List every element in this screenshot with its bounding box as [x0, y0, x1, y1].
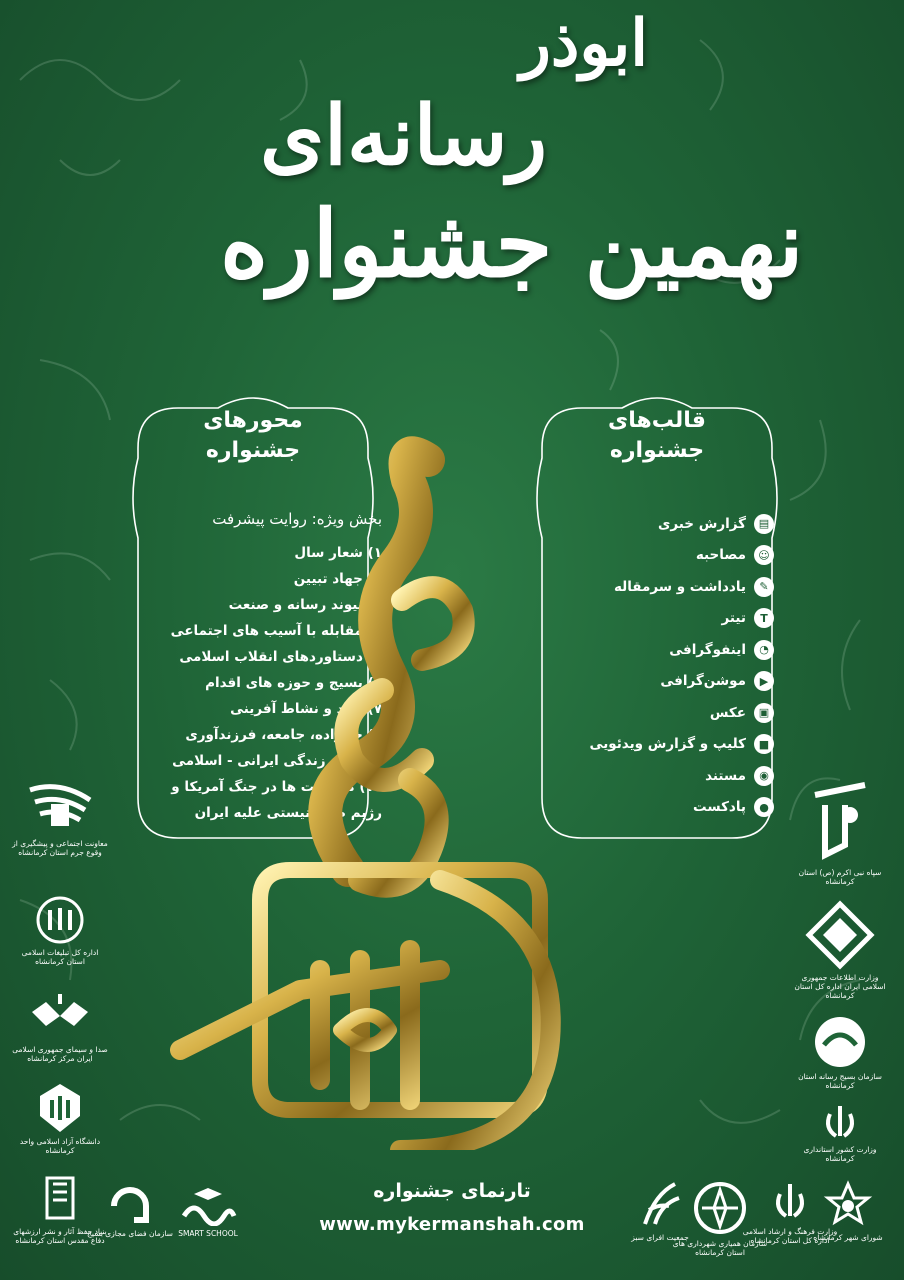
logo-caption: سپاه نبی اکرم (ص) استان کرمانشاه — [798, 868, 882, 886]
axis-item: ۹) سبک زندگی ایرانی - اسلامی — [172, 753, 382, 769]
format-label: مستند — [705, 767, 746, 784]
municipal-emblem-icon — [692, 1180, 748, 1236]
logo-caption: سازمان بسیج رسانه استان کرمانشاه — [798, 1072, 882, 1090]
university-emblem-icon — [35, 1082, 85, 1134]
logo-caption: وزارت فرهنگ و ارشاد اسلامی اداره کل استان کرمانشاه — [742, 1227, 838, 1245]
logo-caption: بنیاد حفظ آثار و نشر ارزشهای دفاع مقدس استان کرمانشاه — [13, 1227, 107, 1245]
logo-caption: سازمان فضای مجازی بسیج — [87, 1229, 173, 1238]
logo-city-council — [808, 1180, 888, 1242]
logo-caption: شورای شهر کرمانشاه — [813, 1233, 883, 1242]
axis-item: ۶) بسیج و حوزه های اقدام — [205, 675, 382, 691]
format-label: موشن‌گرافی — [660, 673, 746, 690]
title-line-abuzar: ابوذر — [520, 6, 649, 81]
cyberspace-emblem-icon — [106, 1186, 154, 1226]
logo-smart-school — [160, 1186, 256, 1238]
documentary-icon: ◉ — [754, 766, 774, 786]
format-label: عکس — [709, 704, 746, 721]
logo-caption: سازمان همیاری شهرداری های استان کرمانشاه — [672, 1239, 768, 1257]
axis-item: ۵) دستاوردهای انقلاب اسلامی — [179, 649, 382, 665]
logo-caption: وزارت کشور استانداری کرمانشاه — [803, 1145, 877, 1163]
website-url[interactable]: www.mykermanshah.com — [319, 1214, 585, 1235]
council-emblem-icon — [823, 1180, 873, 1230]
wings-emblem-icon — [25, 780, 95, 836]
axis-item: ۴) مقابله با آسیب های اجتماعی — [170, 623, 382, 639]
axis-item: ۷) امید و نشاط آفرینی — [230, 701, 382, 717]
format-label: اینفوگرافی — [669, 641, 746, 658]
infographic-icon: ◔ — [754, 640, 774, 660]
format-label: پادکست — [693, 799, 746, 816]
interview-icon: ☺ — [754, 545, 774, 565]
note-icon: ✎ — [754, 577, 774, 597]
title-line-media: رسانه‌ای — [260, 88, 548, 184]
festival-emblem — [170, 430, 610, 1154]
axes-heading-line2: جشنواره — [205, 438, 301, 463]
logo-caption: اداره کل تبلیغات اسلامی استان کرمانشاه — [21, 948, 99, 966]
logo-caption: SMART SCHOOL — [178, 1229, 238, 1238]
special-section-label: بخش ویژه: روایت پیشرفت — [212, 510, 382, 528]
logo-caption: معاونت اجتماعی و پیشگیری از وقوع جرم استان کرمانشاه — [12, 839, 108, 857]
logo-media-basij — [792, 1015, 888, 1090]
monument-emblem-icon — [35, 1172, 85, 1224]
news-icon: ▤ — [754, 514, 774, 534]
format-label: یادداشت و سرمقاله — [613, 578, 746, 595]
logo-caption: صدا و سیمای جمهوری اسلامی ایران مرکز کرمانشاه — [12, 1045, 108, 1063]
logo-azad-university — [12, 1082, 108, 1155]
culture-emblem-icon — [770, 1180, 810, 1224]
axis-item: ۳) پیوند رسانه و صنعت — [228, 597, 382, 613]
iran-emblem-icon — [820, 1102, 860, 1142]
video-icon: ■ — [754, 734, 774, 754]
logo-interior-ministry — [792, 1102, 888, 1163]
format-label: تیتر — [721, 610, 746, 627]
formats-heading-line1: قالب‌های — [608, 408, 706, 433]
axis-item: ۱) شعار سال — [294, 545, 382, 561]
sepah-emblem-icon — [805, 775, 875, 865]
axes-heading-line1: محورهای — [203, 408, 303, 433]
logo-crime-prevention — [12, 780, 108, 857]
podcast-icon: ● — [754, 797, 774, 817]
website-caption: تارنمای جشنواره — [373, 1180, 531, 1202]
axis-item: ۱۰) مجاهدت ها در جنگ آمریکا و — [171, 779, 382, 795]
headline-icon: T — [754, 608, 774, 628]
basij-media-emblem-icon — [810, 1015, 870, 1069]
logo-caption: دانشگاه آزاد اسلامی واحد کرمانشاه — [19, 1137, 101, 1155]
axis-item: ۸) خانواده، جامعه، فرزندآوری — [185, 727, 382, 743]
format-label: کلیپ و گزارش ویدئویی — [589, 736, 746, 753]
photo-icon: ▣ — [754, 703, 774, 723]
logo-caption: وزارت اطلاعات جمهوری اسلامی ایران اداره کل استان کرمانشاه — [794, 973, 886, 1000]
format-label: مصاحبه — [695, 547, 746, 564]
logo-irib — [12, 992, 108, 1063]
logo-intelligence-ministry — [792, 900, 888, 1000]
axis-item: ۲) جهاد تبیین — [293, 571, 382, 587]
format-label: گزارش خبری — [658, 515, 746, 532]
broadcast-emblem-icon — [28, 992, 92, 1042]
formats-heading-line2: جشنواره — [609, 438, 705, 463]
axis-item: رژیم صهیونیستی علیه ایران — [194, 805, 382, 821]
logo-sepah — [792, 775, 888, 886]
title-line-ninth-festival: نهمین جشنواره — [220, 190, 804, 298]
motion-icon: ▶ — [754, 671, 774, 691]
logo-islamic-propagation — [12, 895, 108, 966]
logo-caption: جمعیت افرای سبز — [631, 1233, 689, 1242]
circle-emblem-icon — [35, 895, 85, 945]
smart-school-emblem-icon — [178, 1186, 238, 1226]
intelligence-emblem-icon — [805, 900, 875, 970]
